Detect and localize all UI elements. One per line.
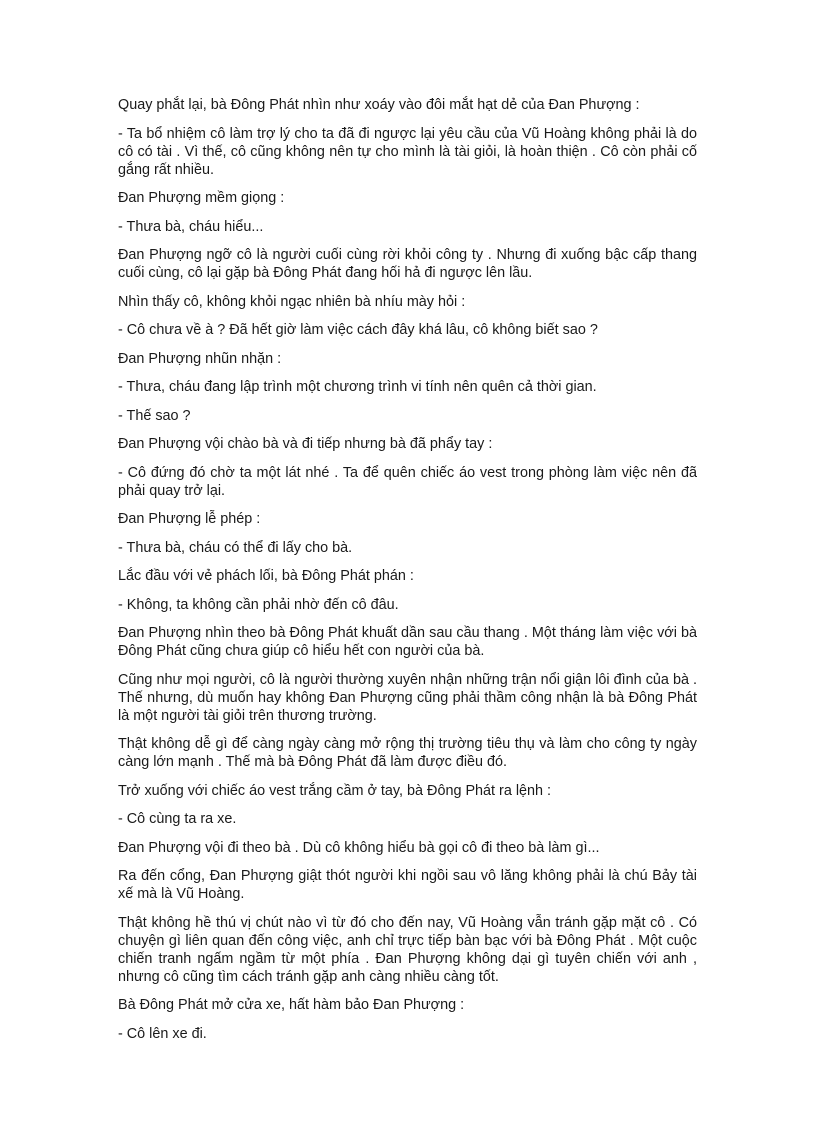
paragraph: Đan Phượng nhũn nhặn : bbox=[118, 350, 282, 367]
paragraph: Đan Phượng vội chào bà và đi tiếp nhưng bà đã phẩy tay : bbox=[118, 436, 493, 452]
paragraph: - Thưa bà, cháu có thể đi lấy cho bà. bbox=[118, 539, 353, 556]
paragraph: - Thế sao ? bbox=[118, 407, 191, 424]
paragraph: Ra đến cổng, Đan Phượng giật thót người khi ngồi sau vô lăng không phải là chú Bảy tài xế mà là Vũ Hoàng. bbox=[118, 868, 697, 902]
paragraph: - Cô chưa về à ? Đã hết giờ làm việc cách đây khá lâu, cô không biết sao ? bbox=[118, 322, 598, 338]
paragraph: Nhìn thấy cô, không khỏi ngạc nhiên bà nhíu mày hỏi : bbox=[118, 293, 466, 310]
paragraph: Lắc đầu với vẻ phách lối, bà Đông Phát phán : bbox=[118, 568, 414, 584]
paragraph: - Thưa bà, cháu hiểu... bbox=[118, 218, 264, 235]
paragraph: Thật không dễ gì để càng ngày càng mở rộng thị trường tiêu thụ và làm cho công ty ngày càng lớn mạnh . Thế mà bà Đông Phát đã làm được điều đó. bbox=[118, 736, 697, 770]
paragraph: - Cô lên xe đi. bbox=[118, 1025, 207, 1042]
paragraph: Quay phắt lại, bà Đông Phát nhìn như xoáy vào đôi mắt hạt dẻ của Đan Phượng : bbox=[118, 97, 640, 113]
paragraph: Đan Phượng nhìn theo bà Đông Phát khuất dần sau cầu thang . Một tháng làm việc với bà Đông Phát cũng chưa giúp cô hiểu hết con người của bà. bbox=[118, 625, 697, 659]
paragraph: Đan Phượng vội đi theo bà . Dù cô không hiểu bà gọi cô đi theo bà làm gì... bbox=[118, 839, 600, 856]
paragraph: - Thưa, cháu đang lập trình một chương trình vi tính nên quên cả thời gian. bbox=[118, 379, 597, 395]
paragraph: - Ta bổ nhiệm cô làm trợ lý cho ta đã đi ngược lại yêu cầu của Vũ Hoàng không phải là do cô có tài . Vì thế, cô cũng không nên tự cho mình là tài giỏi, là hoàn thiện . Cô còn phải cố gắng rất nhiều. bbox=[118, 125, 697, 178]
paragraph: Bà Đông Phát mở cửa xe, hất hàm bảo Đan Phượng : bbox=[118, 997, 465, 1013]
document-page bbox=[118, 96, 697, 1053]
paragraph: Đan Phượng ngỡ cô là người cuối cùng rời khỏi công ty . Nhưng đi xuống bậc cấp thang cuối cùng, cô lại gặp bà Đông Phát đang hối hả đi ngược lên lầu. bbox=[118, 247, 697, 281]
paragraph: Thật không hề thú vị chút nào vì từ đó cho đến nay, Vũ Hoàng vẫn tránh gặp mặt cô . Có chuyện gì liên quan đến công việc, anh chỉ trực tiếp bàn bạc với bà Đông Phát . Một cuộc chiến tranh ngấm ngầm từ một phía . Đan Phượng không dại gì tuyên chiến với anh , nhưng cô cũng tìm cách tránh gặp anh càng nhiều càng tốt. bbox=[118, 914, 697, 985]
paragraph: Đan Phượng lễ phép : bbox=[118, 511, 261, 527]
paragraph: Cũng như mọi người, cô là người thường xuyên nhận những trận nổi giận lôi đình của bà . Thế nhưng, dù muốn hay không Đan Phượng cũng phải thầm công nhận là bà Đông Phát là một người tài giỏi trên thương trường. bbox=[118, 671, 697, 724]
paragraph: - Cô đứng đó chờ ta một lát nhé . Ta để quên chiếc áo vest trong phòng làm việc nên đã phải quay trở lại. bbox=[118, 464, 697, 499]
paragraph: Đan Phượng mềm giọng : bbox=[118, 190, 285, 206]
paragraph: Trở xuống với chiếc áo vest trắng cầm ở tay, bà Đông Phát ra lệnh : bbox=[118, 782, 552, 799]
paragraph: - Không, ta không cần phải nhờ đến cô đâu. bbox=[118, 596, 399, 613]
paragraph: - Cô cùng ta ra xe. bbox=[118, 811, 237, 827]
